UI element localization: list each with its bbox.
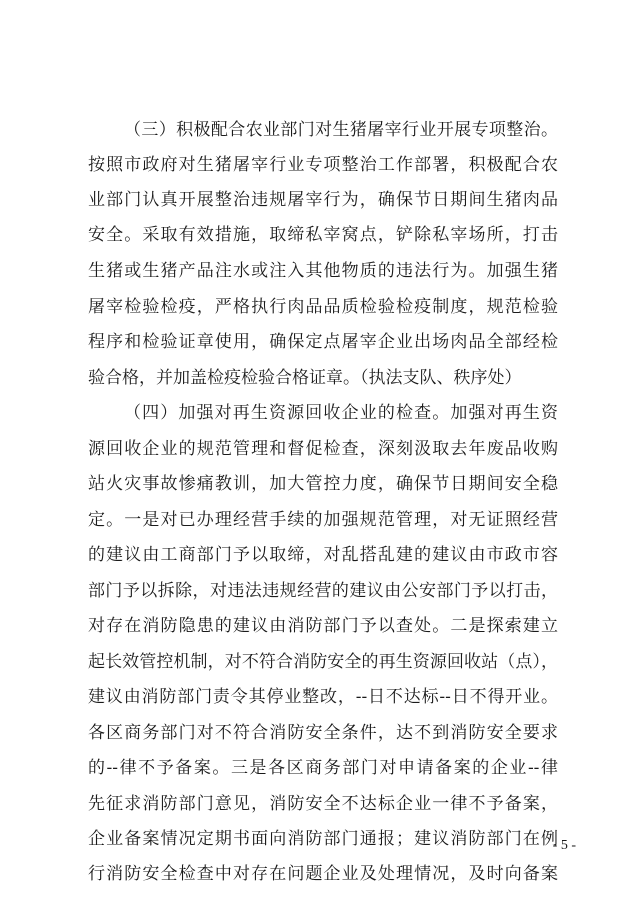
text-line: 企业备案情况定期书面向消防部门通报；建议消防部门在例 — [88, 829, 558, 849]
text-line: 定。一是对已办理经营手续的加强规范管理，对无证照经营 — [88, 510, 558, 530]
text-line: 屠宰检验检疫，严格执行肉品品质检验检疫制度，规范检验 — [88, 297, 558, 317]
text-line: 建议由消防部门责令其停业整改，--日不达标--日不得开业。 — [88, 687, 558, 707]
text-line: 的建议由工商部门予以取缔，对乱搭乱建的建议由市政市容 — [88, 545, 558, 565]
text-line: 站火灾事故惨痛教训，加大管控力度，确保节日期间安全稳 — [88, 474, 558, 494]
text-line: 各区商务部门对不符合消防安全条件，达不到消防安全要求 — [88, 723, 558, 743]
text-line: 安全。采取有效措施，取缔私宰窝点，铲除私宰场所，打击 — [88, 225, 558, 245]
text-line: 生猪或生猪产品注水或注入其他物质的违法行为。加强生猪 — [88, 261, 558, 281]
text-line: 行消防安全检查中对存在问题企业及处理情况，及时向备案 — [88, 864, 558, 884]
text-line: （三）积极配合农业部门对生猪屠宰行业开展专项整治。 — [124, 120, 558, 140]
text-line: 部门予以拆除，对违法违规经营的建议由公安部门予以打击， — [88, 581, 558, 601]
text-line: 业部门认真开展整治违规屠宰行为，确保节日期间生猪肉品 — [88, 190, 558, 210]
text-line: 程序和检验证章使用，确保定点屠宰企业出场肉品全部经检 — [88, 332, 558, 352]
text-line: 的--律不予备案。三是各区商务部门对申请备案的企业--律 — [88, 758, 558, 778]
text-line: 起长效管控机制，对不符合消防安全的再生资源回收站（点）， — [88, 652, 558, 672]
text-line: 按照市政府对生猪屠宰行业专项整治工作部署，积极配合农 — [88, 155, 558, 175]
page-number: - 5 - — [552, 838, 576, 853]
text-line: 对存在消防隐患的建议由消防部门予以查处。二是探索建立 — [88, 616, 558, 636]
text-line: 源回收企业的规范管理和督促检查，深刻汲取去年废品收购 — [88, 439, 558, 459]
text-line: 验合格，并加盖检疫检验合格证章。（执法支队、秩序处） — [88, 368, 522, 388]
text-line: （四）加强对再生资源回收企业的检查。加强对再生资 — [124, 403, 558, 423]
text-line: 先征求消防部门意见，消防安全不达标企业一律不予备案， — [88, 794, 558, 814]
